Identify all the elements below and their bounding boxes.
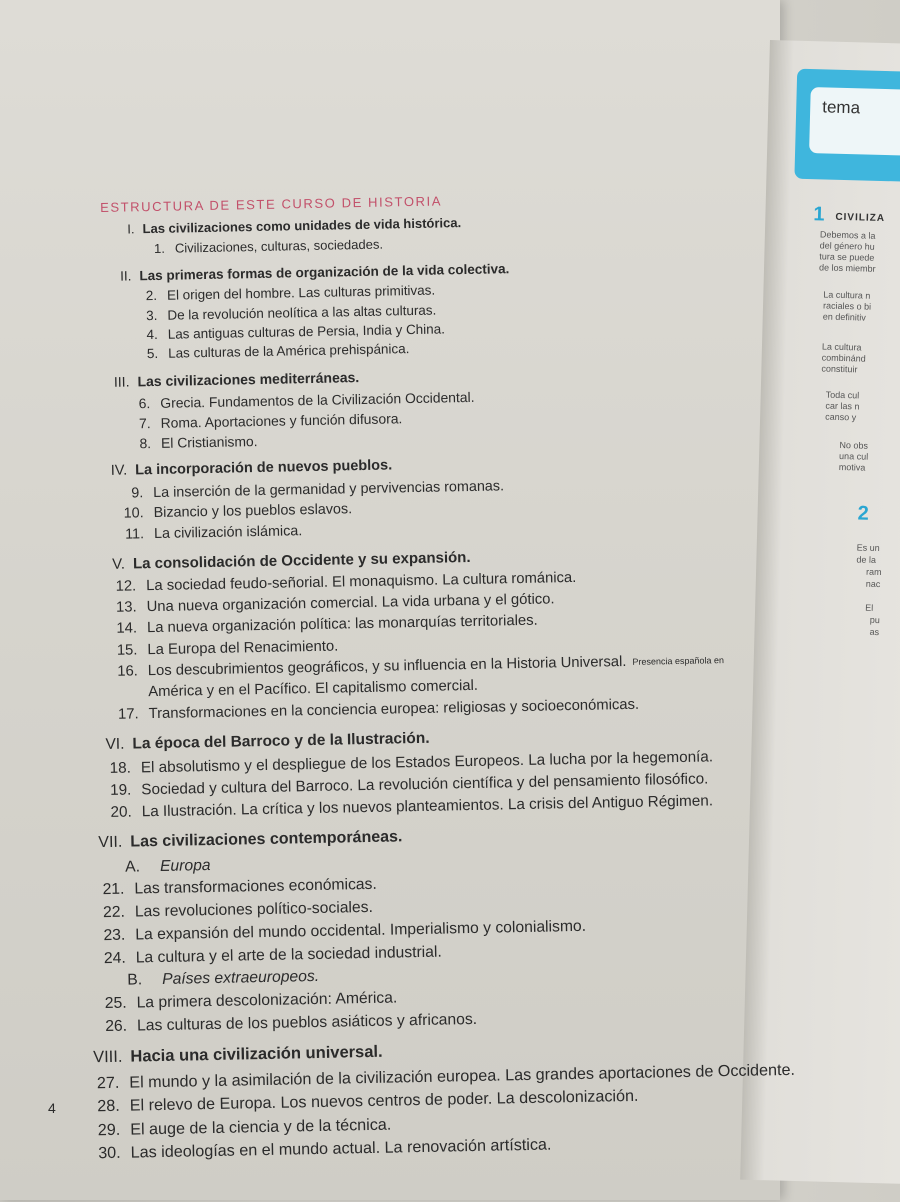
section-numeral: IV. (110, 462, 128, 480)
right-page-heading-number: 1 (813, 203, 825, 226)
outline-item (104, 678, 478, 701)
section-numeral: II. (120, 267, 132, 284)
item-text: El mundo y la asimilación de la civilización europea. Las grandes aportaciones de Occidente. (129, 1060, 796, 1092)
right-page-text-fragment: pu (869, 614, 880, 626)
subsection-heading (92, 968, 319, 990)
item-number: 20. (110, 803, 132, 821)
item-tail-text: Presencia española en (632, 655, 725, 667)
item-number: 24. (103, 949, 126, 967)
section-heading (100, 215, 461, 237)
item-text: Países extraeuropeos. (162, 968, 320, 989)
item-number: 27. (96, 1073, 120, 1093)
item-text: Las culturas de la América prehispánica. (167, 340, 410, 361)
section-title: Las civilizaciones contemporáneas. (130, 828, 403, 851)
item-text: Civilizaciones, culturas, sociedades. (174, 236, 384, 256)
item-number: 5. (146, 345, 159, 362)
item-text: El absolutismo y el despliegue de los Estados Europeos. La lucha por la hegemonía. (140, 748, 714, 777)
right-page-text-fragment: constituir (821, 363, 858, 375)
right-page-text-fragment: El (865, 602, 874, 613)
section-numeral: V. (112, 555, 126, 573)
item-number (104, 697, 138, 698)
right-page-text-fragment: ram (865, 566, 882, 578)
item-text: Roma. Aportaciones y función difusora. (160, 409, 403, 431)
right-page-text-fragment: car las n (825, 400, 860, 412)
right-page-text-fragment: Toda cul (825, 389, 860, 401)
item-text: Grecia. Fundamentos de la Civilización Occidental. (160, 388, 475, 411)
right-page-text-fragment: as (869, 626, 880, 638)
item-number: 11. (124, 526, 145, 543)
item-number: 2. (145, 288, 158, 304)
item-number: 18. (109, 759, 132, 777)
item-text: El origen del hombre. Las culturas primitivas. (166, 282, 436, 304)
item-text: Una nueva organización comercial. La vida urbana y el gótico. (146, 591, 555, 616)
outline-item (123, 283, 435, 304)
section-heading (93, 458, 392, 480)
outline-item (102, 570, 576, 595)
item-text: La Europa del Renacimiento. (147, 638, 339, 658)
outline-item (124, 341, 410, 361)
section-title: La incorporación de nuevos pueblos. (135, 457, 393, 479)
right-page-text-fragment: Es un (856, 542, 880, 554)
item-text: La nueva organización política: las monarquías territoriales. (146, 613, 538, 637)
item-number: 25. (104, 994, 127, 1012)
item-number: 14. (116, 620, 138, 638)
right-page-text-fragment: motiva (838, 461, 866, 473)
outline-item (109, 502, 352, 523)
right-page-text-fragment: tura se puede (819, 251, 875, 263)
item-text: América y en el Pacífico. El capitalismo comercial. (148, 678, 479, 701)
section-title: Las civilizaciones mediterráneas. (137, 369, 360, 390)
item-number: 1. (153, 240, 166, 256)
item-number: 21. (102, 881, 125, 899)
item-number: 17. (117, 705, 139, 723)
outline-item (87, 1136, 552, 1164)
item-number: 23. (103, 926, 126, 944)
section-heading (90, 730, 429, 755)
section-heading (95, 369, 359, 390)
section-numeral: I. (127, 221, 135, 237)
outline-item (91, 918, 586, 945)
item-text: El auge de la ciencia y de la técnica. (130, 1115, 392, 1139)
right-page-text-fragment: Debemos a la (819, 229, 876, 241)
item-text: Sociedad y cultura del Barroco. La revolución científica y del pensamiento filosófico. (141, 770, 709, 799)
section-heading (97, 261, 509, 284)
item-text: El relevo de Europa. Los nuevos centros de poder. La descolonización. (129, 1087, 639, 1115)
outline-item (86, 1115, 391, 1140)
right-page-text-fragment: La cultura (821, 341, 862, 353)
outline-item (103, 613, 538, 637)
outline-item (105, 696, 640, 722)
item-text: La civilización islámica. (153, 523, 303, 543)
outline-item (93, 1011, 477, 1036)
item-number: 4. (146, 326, 158, 342)
item-text: Las revoluciones político-sociales. (134, 898, 374, 921)
item-number: 3. (146, 307, 158, 323)
outline-item (92, 943, 442, 968)
section-numeral: VIII. (92, 1048, 123, 1067)
item-number: 26. (105, 1017, 128, 1035)
item-text: Bizancio y los pueblos eslavos. (153, 501, 353, 522)
item-number: 19. (109, 781, 132, 799)
right-page-text-fragment: combinánd (821, 352, 866, 364)
item-text: Las ideologías en el mundo actual. La renovación artística. (130, 1135, 552, 1162)
section-numeral: VI. (105, 735, 125, 753)
item-number: A. (125, 858, 141, 876)
outline-item (110, 523, 303, 543)
item-text: Los descubrimientos geográficos, y su influencia en la Historia Universal. (147, 653, 627, 680)
item-number: 29. (97, 1120, 121, 1139)
item-number: 6. (138, 394, 151, 411)
section-heading (88, 828, 402, 852)
item-number: 10. (123, 505, 144, 522)
section-heading (88, 1043, 383, 1068)
item-text: Europa (159, 856, 211, 875)
outline-item (117, 433, 258, 452)
item-text: Las transformaciones económicas. (134, 876, 377, 898)
item-text: Las antiguas culturas de Persia, India y China. (167, 321, 445, 342)
item-text: De la revolución neolítica a las altas culturas. (167, 302, 437, 323)
right-page-heading: CIVILIZA (835, 211, 886, 225)
section-title: Hacia una civilización universal. (130, 1043, 383, 1066)
item-number: 16. (117, 663, 139, 680)
right-page-text-fragment: de la (856, 554, 877, 565)
right-page-text-fragment: No obs (839, 439, 869, 451)
item-number: 22. (102, 903, 126, 922)
outline-item (123, 302, 436, 323)
subsection-heading (90, 857, 211, 877)
item-number: 9. (131, 485, 144, 502)
right-page-heading-number: 2 (857, 502, 870, 525)
item-number: B. (127, 971, 143, 989)
section-numeral: VII. (98, 833, 123, 852)
outline-item (131, 237, 383, 257)
right-page-text-fragment: raciales o bi (822, 300, 872, 312)
item-text: Transformaciones en la conciencia europea: religiosas y socioeconómicas. (148, 696, 640, 722)
item-text: La Ilustración. La crítica y los nuevos planteamientos. La crisis del Antiguo Régimen. (141, 792, 714, 821)
right-page-text-fragment: del género hu (819, 240, 875, 252)
outline-item (91, 899, 373, 922)
item-text: La expansión del mundo occidental. Imperialismo y colonialismo. (135, 917, 587, 944)
item-text: El Cristianismo. (160, 432, 258, 451)
item-number: 7. (138, 414, 151, 431)
item-number: 8. (139, 434, 152, 451)
section-numeral: III. (113, 373, 130, 390)
page-number: 4 (48, 1100, 56, 1116)
item-text: La sociedad feudo-señorial. El monaquismo. La cultura románica. (146, 569, 577, 594)
outline-item (117, 410, 403, 431)
right-page-text-fragment: canso y (825, 411, 857, 423)
section-title: La consolidación de Occidente y su expansión. (132, 548, 471, 573)
item-number: 12. (115, 578, 137, 595)
page-title: ESTRUCTURA DE ESTE CURSO DE HISTORIA (100, 193, 443, 215)
right-page-header-label: tema (809, 87, 900, 156)
item-number: 30. (98, 1143, 121, 1163)
right-page-text-fragment: La cultura n (823, 289, 871, 301)
outline-item (90, 876, 377, 899)
outline-item (124, 321, 445, 342)
right-page-text-fragment: una cul (839, 450, 869, 462)
right-page-text-fragment: en definitiv (822, 311, 866, 323)
item-number: 15. (116, 642, 138, 659)
section-title: Las primeras formas de organización de la vida colectiva. (139, 260, 510, 283)
section-heading (91, 549, 471, 573)
outline-item (103, 638, 338, 659)
outline-item (116, 389, 474, 412)
item-text: La primera descolonización: América. (136, 989, 398, 1012)
item-number: 13. (115, 599, 137, 616)
right-page-text-fragment: nac (865, 578, 881, 590)
item-number: 28. (97, 1097, 120, 1116)
outline-item (102, 591, 554, 616)
outline-item (109, 478, 504, 502)
item-text: La cultura y el arte de la sociedad industrial. (135, 943, 442, 966)
item-text: La inserción de la germanidad y pervivencias romanas. (153, 478, 505, 501)
section-title: Las civilizaciones como unidades de vida histórica. (142, 215, 462, 237)
outline-item (92, 989, 397, 1013)
section-title: La época del Barroco y de la Ilustración. (132, 729, 430, 753)
item-text: Las culturas de los pueblos asiáticos y africanos. (136, 1010, 478, 1035)
right-page-text-fragment: de los miembr (818, 262, 876, 274)
